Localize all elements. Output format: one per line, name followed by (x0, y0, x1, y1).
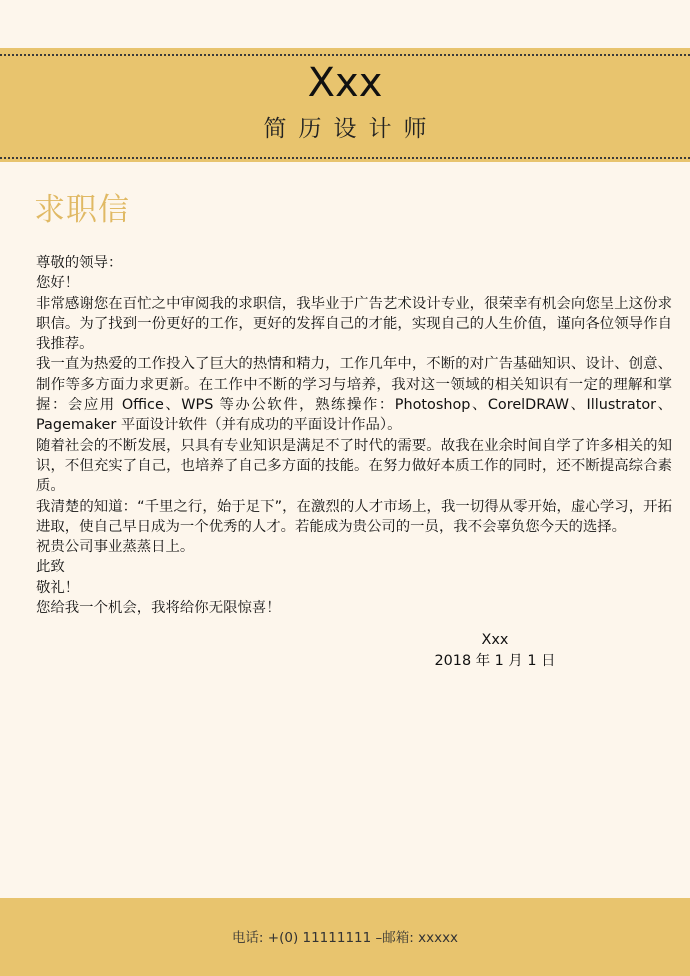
header-dotted-rule-bottom (0, 157, 690, 159)
resume-title: 简历设计师 (263, 116, 439, 142)
letter-postscript: 您给我一个机会，我将给你无限惊喜！ (36, 600, 281, 617)
resume-name: Xxx (307, 60, 383, 106)
letter-paragraph: 随着社会的不断发展，只具有专业知识是满足不了时代的需要。故我在业余时间自学了许多相关的知识，不但充实了自己，也培养了自己多方面的技能。在努力做好本质工作的同时，还不断提高综合素质。 (36, 437, 672, 495)
signature-date: 2018 年 1 月 1 日 (434, 653, 556, 669)
header-dotted-rule-top (0, 54, 690, 56)
letter-paragraph: 我清楚的知道：“千里之行，始于足下”，在激烈的人才市场上，我一切得从零开始，虚心学习，开拓进取，使自己早日成为一个优秀的人才。若能成为贵公司的一员，我不会辜负您今天的选择。 (36, 498, 672, 535)
footer-contact: 电话: +(0) 11111111 –邮箱: xxxxx (231, 930, 459, 946)
signature-name: Xxx (481, 632, 509, 648)
letter-salutation: 尊敬的领导： (36, 255, 123, 271)
letter-greeting: 您好！ (36, 275, 80, 292)
letter-wish: 祝贵公司事业蒸蒸日上。 (36, 539, 195, 556)
cover-letter-body (36, 253, 672, 618)
letter-closing: 此致 (36, 559, 65, 576)
letter-regards: 敬礼！ (36, 579, 80, 596)
letter-paragraph: 非常感谢您在百忙之中审阅我的求职信，我毕业于广告艺术设计专业，很荣幸有机会向您呈上这份求职信。为了找到一份更好的工作，更好的发挥自己的才能，实现自己的人生价值，谨向各位领导作自我推荐。 (36, 295, 672, 353)
section-title: 求职信 (34, 192, 130, 228)
letter-paragraph: 我一直为热爱的工作投入了巨大的热情和精力，工作几年中，不断的对广告基础知识、设计、创意、制作等多方面力求更新。在工作中不断的学习与培养，我对这一领域的相关知识有一定的理解和掌握：会应用 Office、WPS 等办公软件，熟练操作：Photoshop、CorelDRAW、Illustrator、Pagemaker 平面设计软件（并有成功的平面设计作品）。 (36, 356, 672, 434)
